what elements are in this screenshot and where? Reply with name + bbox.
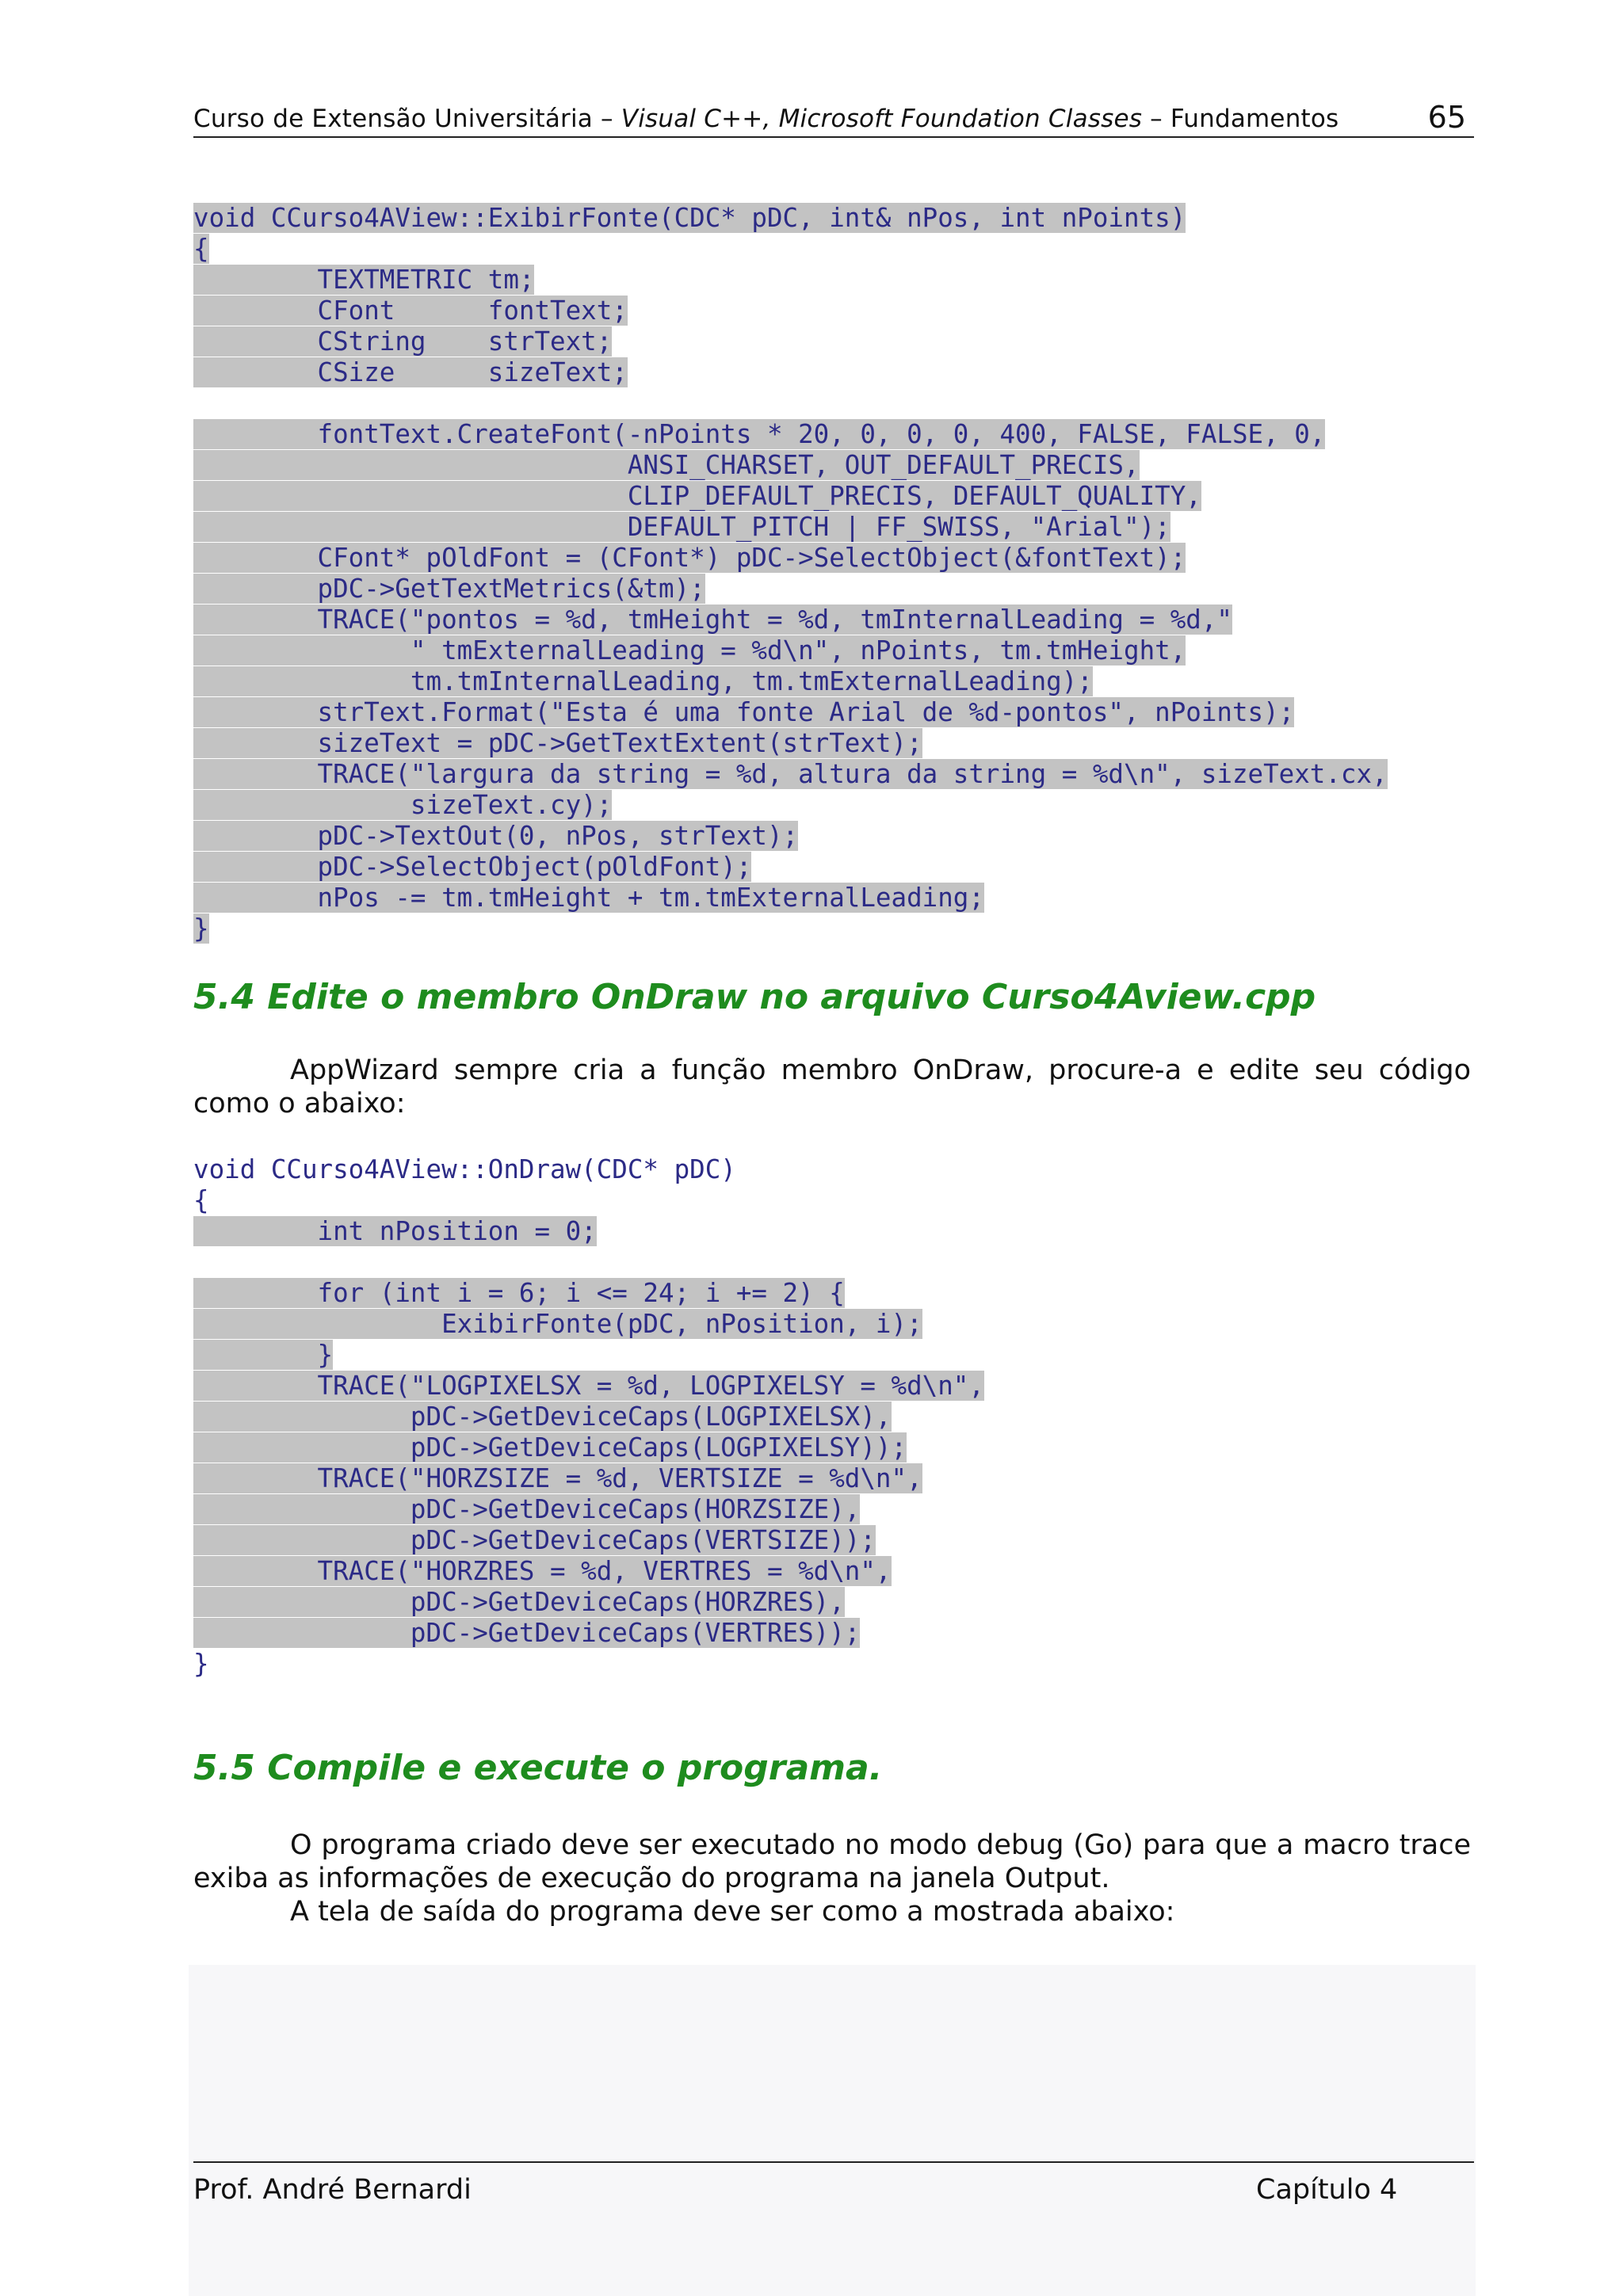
code-line-text: fontText.CreateFont(-nPoints * 20, 0, 0, 0, 400, FALSE, FALSE, 0, (193, 419, 1326, 449)
code-line (193, 1340, 984, 1371)
code-line-text: CFont* pOldFont = (CFont*) pDC->SelectObject(&fontText); (193, 543, 1186, 573)
code-line-text: } (193, 1340, 334, 1370)
code-line-text: pDC->GetDeviceCaps(VERTRES)); (193, 1618, 861, 1648)
code-line (193, 728, 1388, 759)
code-line-text: sizeText.cy); (193, 790, 613, 820)
page-number: 65 (1427, 100, 1466, 135)
code-line-text: TRACE("pontos = %d, tmHeight = %d, tmInternalLeading = %d," (193, 605, 1232, 635)
code-line-text: } (193, 1649, 209, 1679)
code-line (193, 790, 1388, 821)
header-title (193, 105, 1338, 133)
code-line-text: " tmExternalLeading = %d\n", nPoints, tm.tmHeight, (193, 635, 1186, 666)
code-line-text: CSize sizeText; (193, 357, 628, 387)
code-block-ondraw (193, 1154, 984, 1680)
code-line (193, 1278, 984, 1309)
section-5-5-body (193, 1829, 1471, 1928)
section-heading-5-4: 5.4 Edite o membro OnDraw no arquivo Curso4Aview.cpp (193, 977, 1316, 1017)
code-line-text: } (193, 913, 209, 944)
code-line-text: sizeText = pDC->GetTextExtent(strText); (193, 728, 922, 758)
code-line (193, 326, 1388, 357)
code-line (193, 1185, 984, 1216)
code-line-text: nPos -= tm.tmHeight + tm.tmExternalLeading; (193, 883, 984, 913)
code-line-text: for (int i = 6; i <= 24; i += 2) { (193, 1278, 845, 1308)
code-line (193, 481, 1388, 512)
header-suffix: – Fundamentos (1142, 105, 1339, 133)
code-line (193, 543, 1388, 574)
code-line-text: ExibirFonte(pDC, nPosition, i); (193, 1309, 922, 1339)
code-line (193, 1587, 984, 1618)
code-line (193, 1247, 984, 1278)
code-line (193, 852, 1388, 883)
code-line (193, 1432, 984, 1463)
code-line (193, 1463, 984, 1494)
code-block-exibirfonte (193, 203, 1388, 944)
code-line-text: pDC->GetDeviceCaps(HORZSIZE), (193, 1494, 861, 1524)
code-line (193, 512, 1388, 543)
code-line (193, 697, 1388, 728)
code-line (193, 1371, 984, 1402)
code-line (193, 1556, 984, 1587)
code-line (193, 821, 1388, 852)
code-line (193, 203, 1388, 234)
code-line-text: DEFAULT_PITCH | FF_SWISS, "Arial"); (193, 512, 1170, 542)
code-line (193, 1618, 984, 1649)
code-line (193, 1309, 984, 1340)
code-line-text: int nPosition = 0; (193, 1216, 597, 1246)
code-line-text: CFont fontText; (193, 296, 628, 326)
code-line (193, 605, 1388, 635)
code-line (193, 1216, 984, 1247)
code-line-text: tm.tmInternalLeading, tm.tmExternalLeading); (193, 666, 1093, 696)
code-line (193, 913, 1388, 944)
paragraph-output: A tela de saída do programa deve ser como a mostrada abaixo: (290, 1896, 1175, 1928)
code-line (193, 450, 1388, 481)
code-line (193, 574, 1388, 605)
code-line (193, 357, 1388, 388)
code-line-text: CLIP_DEFAULT_PRECIS, DEFAULT_QUALITY, (193, 481, 1201, 511)
paragraph-debug: O programa criado deve ser executado no modo debug (Go) para que a macro trace exiba as informações de execução do programa na janela Output. (193, 1829, 1471, 1894)
code-line-text: { (193, 234, 209, 264)
section-heading-5-5: 5.5 Compile e execute o programa. (193, 1748, 883, 1788)
code-line (193, 234, 1388, 265)
code-line (193, 388, 1388, 419)
code-line (193, 419, 1388, 450)
code-line-text: pDC->GetTextMetrics(&tm); (193, 574, 705, 604)
code-line-text: pDC->GetDeviceCaps(LOGPIXELSX), (193, 1402, 892, 1432)
code-line-text: pDC->GetDeviceCaps(VERTSIZE)); (193, 1525, 876, 1555)
code-line (193, 666, 1388, 697)
header-italic: Visual C++, Microsoft Foundation Classes (621, 105, 1143, 133)
code-line-text: CString strText; (193, 326, 613, 357)
code-line-text: pDC->GetDeviceCaps(HORZRES), (193, 1587, 845, 1617)
code-line-text: TEXTMETRIC tm; (193, 265, 535, 295)
footer-author: Prof. André Bernardi (193, 2174, 472, 2206)
code-line-text: ANSI_CHARSET, OUT_DEFAULT_PRECIS, (193, 450, 1140, 480)
code-line (193, 759, 1388, 790)
code-line (193, 1494, 984, 1525)
code-line-text: strText.Format("Esta é uma fonte Arial de %d-pontos", nPoints); (193, 697, 1295, 727)
code-line (193, 1402, 984, 1432)
page-header (193, 95, 1474, 138)
code-line-text: { (193, 1185, 209, 1215)
code-line (193, 1154, 984, 1185)
code-line (193, 265, 1388, 296)
section-5-4-body (193, 1054, 1471, 1120)
code-line-text: TRACE("HORZSIZE = %d, VERTSIZE = %d\n", (193, 1463, 922, 1493)
code-line-text: void CCurso4AView::ExibirFonte(CDC* pDC, int& nPos, int nPoints) (193, 203, 1186, 233)
code-line-text: pDC->TextOut(0, nPos, strText); (193, 821, 799, 851)
code-line-text: void CCurso4AView::OnDraw(CDC* pDC) (193, 1154, 736, 1184)
code-line (193, 296, 1388, 326)
code-line-text: TRACE("LOGPIXELSX = %d, LOGPIXELSY = %d\n", (193, 1371, 984, 1401)
footer-chapter: Capítulo 4 (1256, 2174, 1398, 2206)
header-prefix: Curso de Extensão Universitária – (193, 105, 621, 133)
page-footer (193, 2161, 1474, 2206)
code-line-text: TRACE("largura da string = %d, altura da string = %d\n", sizeText.cx, (193, 759, 1388, 789)
paragraph-ondraw: AppWizard sempre cria a função membro OnDraw, procure-a e edite seu código como o abaixo: (193, 1055, 1471, 1119)
code-line (193, 1649, 984, 1680)
code-line (193, 635, 1388, 666)
code-line-text: pDC->GetDeviceCaps(LOGPIXELSY)); (193, 1432, 907, 1463)
code-line-text: TRACE("HORZRES = %d, VERTRES = %d\n", (193, 1556, 892, 1586)
screenshot-placeholder-area (189, 1965, 1476, 2296)
code-line (193, 883, 1388, 913)
code-line (193, 1525, 984, 1556)
code-line-text: pDC->SelectObject(pOldFont); (193, 852, 752, 882)
